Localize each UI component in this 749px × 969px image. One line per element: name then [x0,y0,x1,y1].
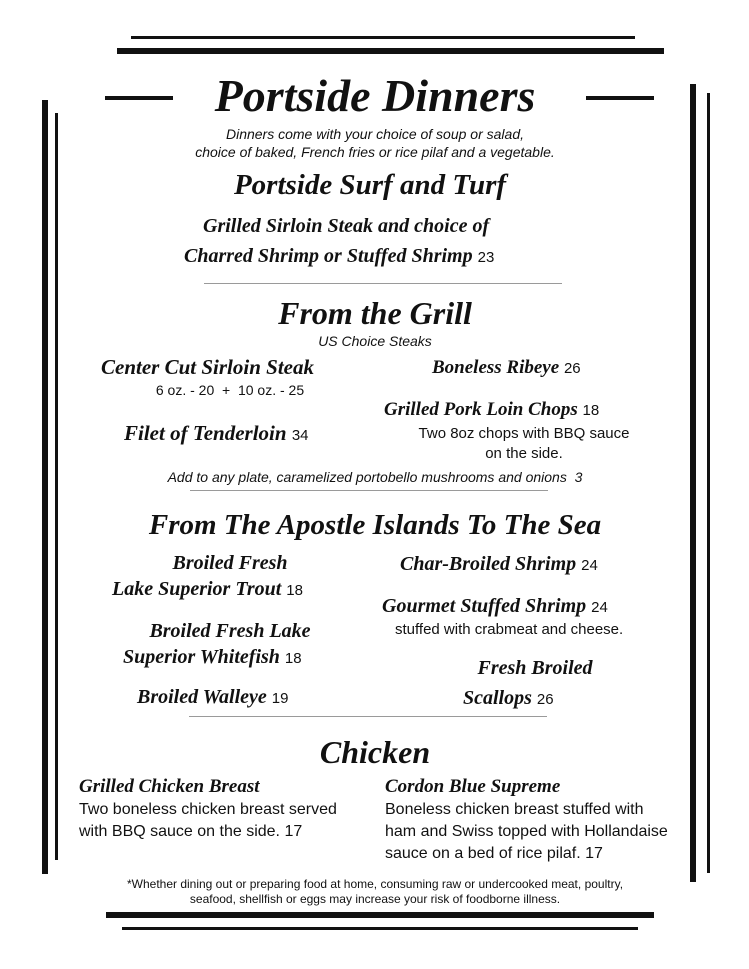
surf-turf-price: 23 [477,249,495,266]
sirloin-name: Center Cut Sirloin Steak [101,355,314,379]
ribeye-price: 26 [563,360,581,377]
walleye-price: 19 [271,690,289,707]
whitefish-line-2-item [123,644,302,672]
right-border-thin [707,93,710,873]
grill-subheading: US Choice Steaks [318,333,432,349]
divider-1 [204,283,562,284]
top-rule-thick [117,48,664,54]
disclaimer-line-1: *Whether dining out or preparing food at home, consuming raw or undercooked meat, poultry, [126,877,624,891]
trout-line-2-item [112,576,303,604]
ribeye-item [432,354,581,383]
divider-2 [190,490,548,491]
bottom-rule-thick [106,912,654,918]
whitefish-line-2: Superior Whitefish [123,646,280,668]
charbroiled-price: 24 [581,557,598,574]
intro-line-1: Dinners come with your choice of soup or salad, [225,126,525,142]
scallops-line-2: Scallops [463,687,532,709]
right-border-thick [690,84,696,882]
grill-addon: Add to any plate, caramelized portobello mushrooms and onions 3 [167,469,583,485]
scallops-line-2-item [463,685,554,713]
walleye-name: Broiled Walleye [137,686,267,708]
gourmet-name: Gourmet Stuffed Shrimp [382,595,587,617]
sirloin-sizes: 6 oz. - 20 + 10 oz. - 25 [155,382,305,398]
chicken-heading: Chicken [319,734,431,770]
cordon-name: Cordon Blue Supreme [385,776,561,797]
pork-item [384,397,599,424]
surf-turf-line-2-text: Charred Shrimp or Stuffed Shrimp [184,245,473,267]
pork-desc-1: Two 8oz chops with BBQ sauce [418,425,630,442]
bottom-rule-thin [122,927,638,930]
cordon-desc-3: sauce on a bed of rice pilaf. 17 [385,845,603,862]
surf-turf-line-1: Grilled Sirloin Steak and choice of [203,215,490,237]
trout-line-2: Lake Superior Trout [112,578,282,600]
page-title: Portside Dinners [214,70,536,121]
scallops-price: 26 [536,691,554,708]
charbroiled-item [400,551,598,579]
disclaimer-line-2: seafood, shellfish or eggs may increase your risk of foodborne illness. [189,892,561,906]
gourmet-price: 24 [591,599,608,616]
title-dash-left [105,96,173,100]
ribeye-name: Boneless Ribeye [432,357,560,378]
trout-price: 18 [286,582,303,599]
whitefish-price: 18 [284,650,302,667]
trout-line-1: Broiled Fresh [172,552,288,574]
gourmet-desc: stuffed with crabmeat and cheese. [395,621,624,638]
divider-3 [189,716,547,717]
title-dash-right [586,96,654,100]
breast-name: Grilled Chicken Breast [79,776,260,797]
charbroiled-name: Char-Broiled Shrimp [400,553,577,575]
cordon-desc-1: Boneless chicken breast stuffed with [385,801,644,818]
sea-heading: From The Apostle Islands To The Sea [148,509,602,541]
left-border-thin [55,113,58,860]
filet-name: Filet of Tenderloin [124,421,287,445]
filet-item [124,419,309,450]
gourmet-item [382,593,608,621]
pork-desc-2: on the side. [485,445,563,462]
pork-price: 18 [582,402,600,419]
pork-name: Grilled Pork Loin Chops [384,399,578,420]
breast-desc-1: Two boneless chicken breast served [79,801,337,818]
whitefish-line-1: Broiled Fresh Lake [149,620,311,642]
walleye-item [137,684,288,712]
breast-desc-2: with BBQ sauce on the side. 17 [79,823,303,840]
intro-line-2: choice of baked, French fries or rice pilaf and a vegetable. [195,144,555,160]
surf-turf-heading: Portside Surf and Turf [233,169,507,201]
filet-price: 34 [291,427,309,444]
left-border-thick [42,100,48,874]
surf-turf-line-2 [184,242,494,272]
top-rule-thin [131,36,635,39]
grill-heading: From the Grill [278,295,472,331]
scallops-line-1: Fresh Broiled [477,657,593,679]
cordon-desc-2: ham and Swiss topped with Hollandaise [385,823,668,840]
